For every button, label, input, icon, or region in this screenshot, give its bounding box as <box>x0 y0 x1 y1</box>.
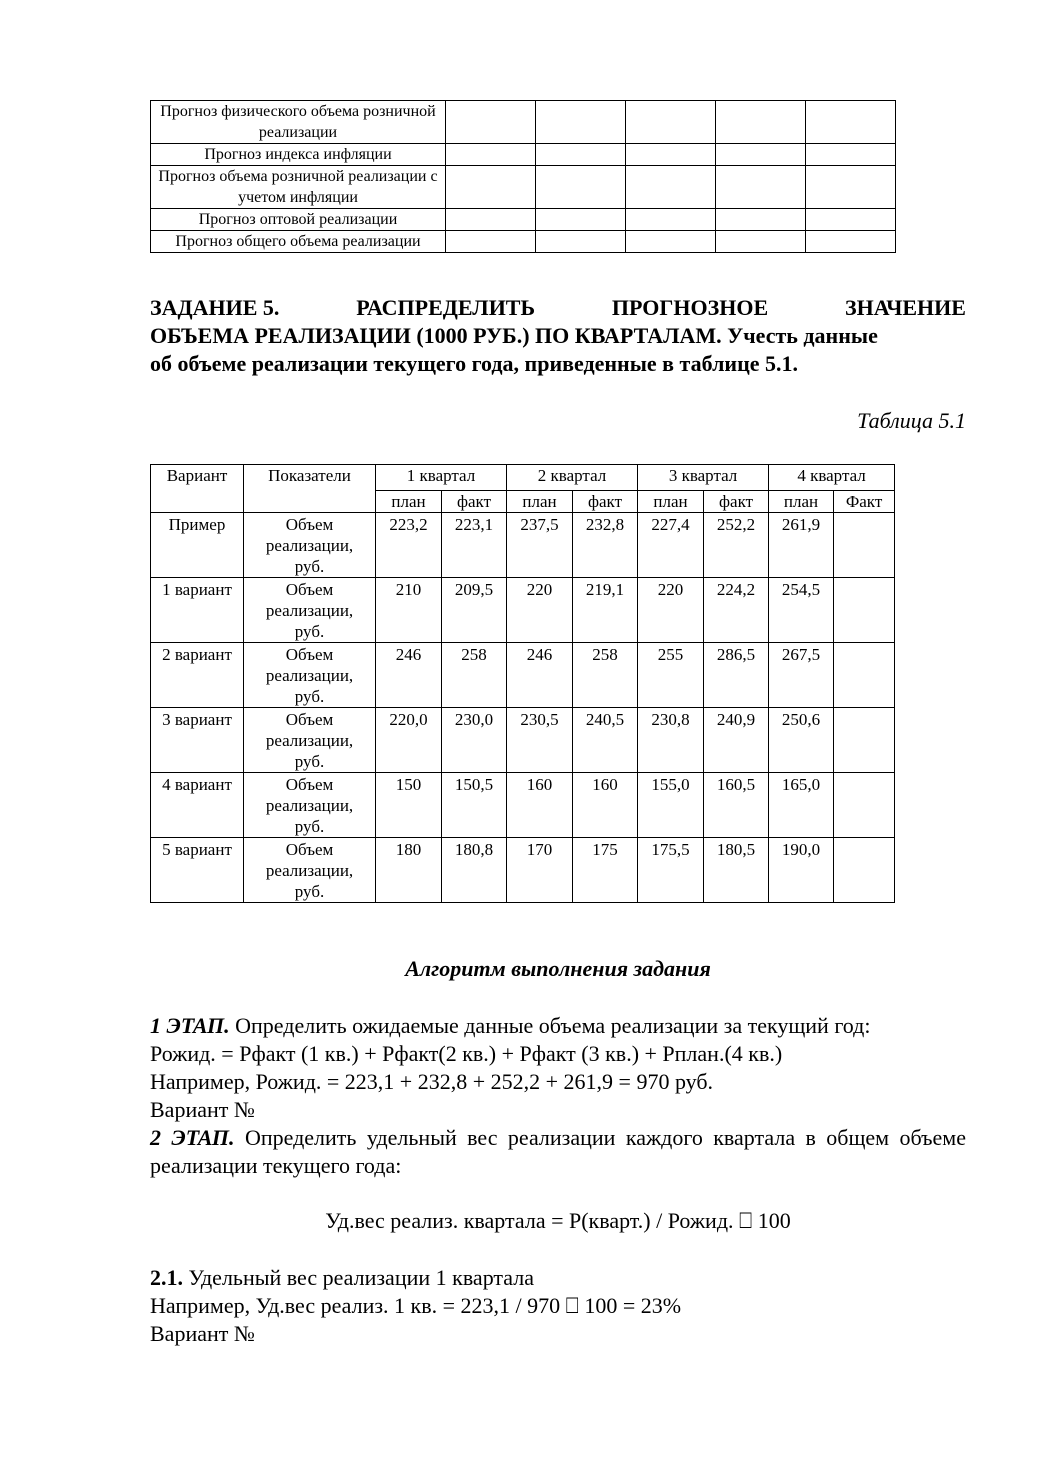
value-cell <box>834 708 895 773</box>
sales-table <box>150 464 895 903</box>
forecast-cell <box>626 101 716 144</box>
value-cell <box>834 838 895 903</box>
forecast-cell <box>446 101 536 144</box>
forecast-cell <box>806 144 896 166</box>
forecast-cell <box>806 231 896 253</box>
variant-cell: 5 вариант <box>151 838 244 903</box>
table-row <box>151 838 895 903</box>
stage2-line <box>150 1124 966 1180</box>
algorithm-title: Алгоритм выполнения задания <box>405 956 711 981</box>
stage1-line <box>150 1012 966 1040</box>
value-cell: 160,5 <box>704 773 769 838</box>
task-heading <box>150 294 966 378</box>
stage1-formula: Рожид. = Рфакт (1 кв.) + Рфакт(2 кв.) + Рфакт (3 кв.) + Рплан.(4 кв.) <box>150 1041 783 1066</box>
value-cell: 261,9 <box>769 513 834 578</box>
value-cell: 224,2 <box>704 578 769 643</box>
stage1-label: 1 ЭТАП. <box>150 1013 230 1038</box>
value-cell: 170 <box>507 838 573 903</box>
header-sub: план <box>507 491 573 513</box>
sales-table-body <box>151 513 895 903</box>
task-heading-line1 <box>150 294 966 322</box>
sub21-example: Например, Уд.вес реализ. 1 кв. = 223,1 / 970 ⎕ 100 = 23% <box>150 1293 682 1318</box>
table-row <box>151 578 895 643</box>
header-sub: план <box>638 491 704 513</box>
header-sub: Факт <box>834 491 895 513</box>
table-row <box>151 513 895 578</box>
value-cell: 220 <box>507 578 573 643</box>
value-cell: 232,8 <box>573 513 638 578</box>
forecast-row-label: Прогноз индекса инфляции <box>151 144 446 166</box>
header-sub: факт <box>442 491 507 513</box>
forecast-cell <box>716 101 806 144</box>
indicator-cell: Объем реализации, руб. <box>244 643 376 708</box>
header-quarter: 2 квартал <box>507 465 638 491</box>
value-cell: 209,5 <box>442 578 507 643</box>
table-row <box>151 708 895 773</box>
forecast-cell <box>536 144 626 166</box>
forecast-row-label: Прогноз оптовой реализации <box>151 209 446 231</box>
header-quarter: 1 квартал <box>376 465 507 491</box>
value-cell: 252,2 <box>704 513 769 578</box>
forecast-cell <box>626 166 716 209</box>
forecast-table-body <box>151 101 896 253</box>
forecast-cell <box>716 144 806 166</box>
header-sub: план <box>376 491 442 513</box>
forecast-cell <box>536 166 626 209</box>
value-cell: 150 <box>376 773 442 838</box>
value-cell: 246 <box>376 643 442 708</box>
value-cell: 250,6 <box>769 708 834 773</box>
forecast-row <box>151 209 896 231</box>
stage2-formula: Уд.вес реализ. квартала = Р(кварт.) / Рожид. ⎕ 100 <box>325 1208 791 1233</box>
value-cell: 230,8 <box>638 708 704 773</box>
indicator-cell: Объем реализации, руб. <box>244 578 376 643</box>
value-cell: 155,0 <box>638 773 704 838</box>
sub21-label: 2.1. <box>150 1265 183 1290</box>
header-sub: факт <box>704 491 769 513</box>
forecast-cell <box>716 209 806 231</box>
value-cell: 255 <box>638 643 704 708</box>
forecast-cell <box>446 231 536 253</box>
stage2-text: Определить удельный вес реализации каждого квартала в общем объеме реализации текущего года: <box>150 1125 966 1178</box>
value-cell: 175 <box>573 838 638 903</box>
header-indicators: Показатели <box>244 465 376 513</box>
sub21-text: Удельный вес реализации 1 квартала <box>183 1265 534 1290</box>
value-cell: 286,5 <box>704 643 769 708</box>
task-heading-word: ПРОГНОЗНОЕ <box>611 295 769 320</box>
forecast-row-label: Прогноз общего объема реализации <box>151 231 446 253</box>
indicator-cell: Объем реализации, руб. <box>244 773 376 838</box>
value-cell <box>834 578 895 643</box>
forecast-cell <box>716 166 806 209</box>
table-caption: Таблица 5.1 <box>857 408 966 433</box>
forecast-table <box>150 100 896 253</box>
value-cell: 160 <box>573 773 638 838</box>
value-cell: 220,0 <box>376 708 442 773</box>
forecast-cell <box>716 231 806 253</box>
header-sub: план <box>769 491 834 513</box>
forecast-cell <box>446 144 536 166</box>
forecast-row-label: Прогноз физического объема розничной реализации <box>151 101 446 144</box>
task-heading-word: РАСПРЕДЕЛИТЬ <box>356 295 536 320</box>
header-quarter: 3 квартал <box>638 465 769 491</box>
value-cell: 190,0 <box>769 838 834 903</box>
value-cell: 180 <box>376 838 442 903</box>
forecast-row <box>151 101 896 144</box>
forecast-cell <box>446 209 536 231</box>
forecast-row <box>151 231 896 253</box>
stage1-text: Определить ожидаемые данные объема реализации за текущий год: <box>229 1013 871 1038</box>
value-cell: 254,5 <box>769 578 834 643</box>
task-heading-line2: ОБЪЕМА РЕАЛИЗАЦИИ (1000 РУБ.) ПО КВАРТАЛАМ. Учесть данные <box>150 323 878 348</box>
value-cell: 220 <box>638 578 704 643</box>
value-cell <box>834 513 895 578</box>
variant-label: Вариант № <box>150 1321 255 1346</box>
forecast-row <box>151 144 896 166</box>
variant-cell: Пример <box>151 513 244 578</box>
sub21-block <box>150 1264 966 1348</box>
value-cell: 258 <box>442 643 507 708</box>
forecast-row <box>151 166 896 209</box>
value-cell: 240,5 <box>573 708 638 773</box>
header-quarter: 4 квартал <box>769 465 895 491</box>
value-cell: 150,5 <box>442 773 507 838</box>
variant-cell: 1 вариант <box>151 578 244 643</box>
sub21-line <box>150 1264 966 1292</box>
header-variant: Вариант <box>151 465 244 513</box>
value-cell: 160 <box>507 773 573 838</box>
task-heading-line3: об объеме реализации текущего года, приведенные в таблице 5.1. <box>150 351 799 376</box>
forecast-row-label: Прогноз объема розничной реализации с учетом инфляции <box>151 166 446 209</box>
value-cell: 223,2 <box>376 513 442 578</box>
value-cell: 223,1 <box>442 513 507 578</box>
task-heading-word: ЗНАЧЕНИЕ <box>844 295 966 320</box>
stage2-label: 2 ЭТАП. <box>150 1125 235 1150</box>
value-cell <box>834 773 895 838</box>
value-cell: 237,5 <box>507 513 573 578</box>
header-sub: факт <box>573 491 638 513</box>
value-cell: 175,5 <box>638 838 704 903</box>
value-cell: 258 <box>573 643 638 708</box>
value-cell: 246 <box>507 643 573 708</box>
forecast-cell <box>536 101 626 144</box>
forecast-cell <box>806 209 896 231</box>
table-row <box>151 643 895 708</box>
task-heading-word: ЗАДАНИЕ 5. <box>150 295 280 320</box>
variant-cell: 2 вариант <box>151 643 244 708</box>
forecast-cell <box>626 231 716 253</box>
value-cell: 240,9 <box>704 708 769 773</box>
value-cell: 165,0 <box>769 773 834 838</box>
stage1-block <box>150 1012 966 1180</box>
value-cell <box>834 643 895 708</box>
indicator-cell: Объем реализации, руб. <box>244 838 376 903</box>
value-cell: 219,1 <box>573 578 638 643</box>
value-cell: 230,0 <box>442 708 507 773</box>
forecast-cell <box>626 209 716 231</box>
forecast-cell <box>536 209 626 231</box>
stage1-example: Например, Рожид. = 223,1 + 232,8 + 252,2 + 261,9 = 970 руб. <box>150 1069 714 1094</box>
value-cell: 180,8 <box>442 838 507 903</box>
indicator-cell: Объем реализации, руб. <box>244 708 376 773</box>
variant-cell: 4 вариант <box>151 773 244 838</box>
table-row <box>151 773 895 838</box>
value-cell: 230,5 <box>507 708 573 773</box>
variant-label: Вариант № <box>150 1097 255 1122</box>
value-cell: 267,5 <box>769 643 834 708</box>
variant-cell: 3 вариант <box>151 708 244 773</box>
forecast-cell <box>806 166 896 209</box>
value-cell: 210 <box>376 578 442 643</box>
indicator-cell: Объем реализации, руб. <box>244 513 376 578</box>
value-cell: 227,4 <box>638 513 704 578</box>
value-cell: 180,5 <box>704 838 769 903</box>
forecast-cell <box>626 144 716 166</box>
forecast-cell <box>806 101 896 144</box>
forecast-cell <box>536 231 626 253</box>
forecast-cell <box>446 166 536 209</box>
